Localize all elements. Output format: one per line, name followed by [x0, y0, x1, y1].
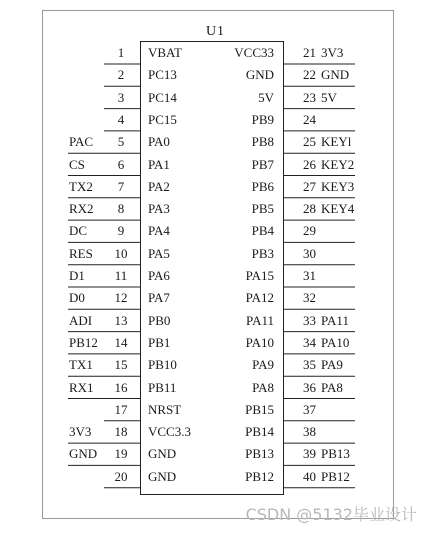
left-pin-number: 3	[117, 89, 125, 105]
left-pin-number: 11	[114, 268, 128, 283]
left-pin-function: PB11	[148, 379, 177, 395]
left-pin-function: PA2	[148, 178, 170, 194]
right-pin-function: PA10	[245, 334, 274, 350]
watermark: CSDN @5132毕业设计	[245, 505, 417, 524]
right-pin-function: PB4	[251, 223, 274, 239]
left-pin-function: NRST	[148, 401, 182, 417]
left-pin-number: 8	[117, 201, 125, 217]
left-pin-number: 14	[114, 334, 128, 350]
left-pin-number: 16	[114, 379, 128, 395]
right-pin-function: GND	[245, 67, 274, 83]
right-pin-function: PA15	[245, 268, 274, 283]
right-pin-number: 23	[303, 89, 316, 105]
left-net-label: GND	[69, 446, 98, 462]
left-pin-number: 5	[117, 134, 125, 150]
right-pin-function: PB13	[245, 446, 274, 462]
right-net-label: PB12	[321, 468, 350, 484]
left-pin-function: VCC3.3	[148, 424, 191, 440]
left-net-label: 3V3	[69, 424, 92, 440]
right-pin-number: 35	[303, 357, 316, 373]
left-pin-number: 12	[114, 290, 128, 306]
left-pin-function: GND	[148, 468, 177, 484]
right-pin-number: 31	[303, 268, 316, 283]
right-net-label: KEY2	[321, 156, 355, 172]
left-pin-function: PA6	[148, 268, 170, 283]
left-pin-function: PA4	[148, 223, 170, 239]
right-pin-function: PB14	[245, 424, 274, 440]
left-net-label: ADI	[69, 312, 93, 328]
left-pin-number: 10	[114, 245, 128, 261]
right-pin-function: 5V	[258, 89, 274, 105]
right-pin-function: PB7	[251, 156, 274, 172]
right-net-label: 3V3	[321, 45, 344, 60]
right-pin-function: PA8	[252, 379, 274, 395]
right-net-label: PB13	[321, 446, 350, 462]
left-net-label: D0	[69, 290, 85, 306]
right-pin-function: PB5	[251, 201, 274, 217]
right-pin-function: PB9	[251, 111, 274, 127]
component-designator: U1	[205, 24, 226, 39]
left-pin-function: PA7	[148, 290, 170, 306]
right-pin-function: PA12	[245, 290, 274, 306]
right-pin-number: 28	[303, 201, 316, 217]
left-pin-number: 1	[117, 45, 125, 60]
left-pin-number: 2	[117, 67, 125, 83]
left-pin-number: 6	[117, 156, 125, 172]
left-net-label: TX1	[69, 357, 93, 373]
left-pin-function: PB1	[148, 334, 171, 350]
left-net-label: CS	[69, 156, 85, 172]
left-pin-function: PC14	[148, 89, 177, 105]
left-pin-number: 20	[114, 468, 128, 484]
right-pin-function: PB8	[251, 134, 274, 150]
right-pin-number: 25	[303, 134, 316, 150]
right-pin-number: 33	[303, 312, 316, 328]
right-pin-number: 39	[303, 446, 316, 462]
left-net-label: PB12	[69, 334, 98, 350]
left-pin-function: PA3	[148, 201, 170, 217]
right-pin-number: 29	[303, 223, 316, 239]
right-pin-function: PB3	[251, 245, 274, 261]
right-pin-number: 40	[303, 468, 316, 484]
left-pin-function: PA0	[148, 134, 170, 150]
right-net-label: PA8	[321, 379, 343, 395]
right-pin-number: 30	[303, 245, 316, 261]
right-net-label: 5V	[321, 89, 337, 105]
left-pin-function: PA5	[148, 245, 170, 261]
right-pin-number: 21	[303, 45, 316, 60]
left-pin-number: 4	[117, 111, 125, 127]
left-pin-number: 9	[117, 223, 125, 239]
right-net-label: PA9	[321, 357, 343, 373]
right-pin-number: 22	[303, 67, 316, 83]
left-net-label: RES	[69, 245, 93, 261]
left-pin-function: PC13	[148, 67, 177, 83]
left-net-label: RX2	[69, 201, 94, 217]
left-pin-number: 15	[114, 357, 128, 373]
right-net-label: KEY4	[321, 201, 355, 217]
left-net-label: RX1	[69, 379, 94, 395]
left-pin-function: PA1	[148, 156, 170, 172]
left-net-label: DC	[69, 223, 88, 239]
left-net-label: TX2	[69, 178, 93, 194]
left-pin-function: PB10	[148, 357, 177, 373]
right-pin-function: PB12	[245, 468, 274, 484]
right-net-label: PA10	[321, 334, 350, 350]
left-net-label: PAC	[69, 134, 94, 150]
left-pin-function: GND	[148, 446, 177, 462]
left-pin-number: 19	[114, 446, 128, 462]
left-pin-number: 13	[114, 312, 128, 328]
right-net-label: GND	[321, 67, 350, 83]
right-pin-function: VCC33	[234, 45, 274, 60]
left-pin-number: 18	[114, 424, 128, 440]
left-pin-number: 7	[117, 178, 125, 194]
right-pin-function: PB6	[251, 178, 274, 194]
right-pin-number: 37	[303, 401, 316, 417]
right-pin-number: 36	[303, 379, 316, 395]
left-net-label: D1	[69, 268, 85, 283]
right-net-label: KEYl	[321, 134, 352, 150]
right-net-label: PA11	[321, 312, 349, 328]
right-net-label: KEY3	[321, 178, 355, 194]
left-pin-number: 17	[114, 401, 128, 417]
right-pin-number: 38	[303, 424, 316, 440]
right-pin-number: 32	[303, 290, 316, 306]
left-pin-function: PB0	[148, 312, 171, 328]
right-pin-number: 34	[303, 334, 316, 350]
right-pin-function: PA9	[252, 357, 274, 373]
right-pin-number: 27	[303, 178, 316, 194]
right-pin-number: 26	[303, 156, 316, 172]
right-pin-function: PA11	[246, 312, 274, 328]
left-pin-function: PC15	[148, 111, 177, 127]
right-pin-number: 24	[303, 111, 316, 127]
left-pin-function: VBAT	[148, 45, 182, 60]
right-pin-function: PB15	[245, 401, 274, 417]
